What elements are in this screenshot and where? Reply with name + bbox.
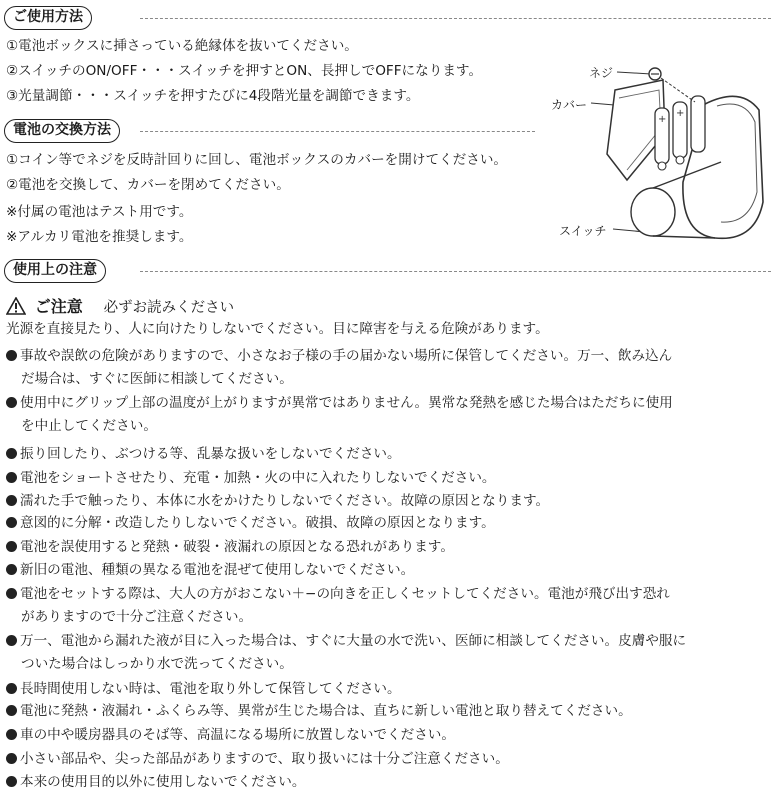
note-item <box>6 467 765 490</box>
note-text: 意図的に分解・改造したりしないでください。破損、故障の原因となります。 <box>20 515 495 531</box>
warning-icon <box>6 297 26 315</box>
note-item <box>6 392 765 438</box>
note-text: 使用中にグリップ上部の温度が上がりますが異常ではありません。異常な発熱を感じた場合はただちに使用 <box>20 395 673 411</box>
switch-label: スイッチ <box>559 224 607 238</box>
bullet-dot <box>6 705 17 716</box>
bullet-dot <box>6 683 17 694</box>
note-item <box>6 512 765 535</box>
section-divider <box>140 271 771 272</box>
section-notes-title: 使用上の注意 <box>4 259 106 283</box>
section-battery-title: 電池の交換方法 <box>4 119 120 143</box>
cover-label: カバー <box>551 98 588 112</box>
note-item <box>6 678 765 701</box>
note-item <box>6 700 765 723</box>
note-text: 新旧の電池、種類の異なる電池を混ぜて使用しないでください。 <box>20 562 415 578</box>
note-item <box>6 443 765 466</box>
note-item <box>6 724 765 747</box>
bullet-dot <box>6 729 17 740</box>
section-usage-title: ご使用方法 <box>4 6 92 30</box>
bullet-dot <box>6 495 17 506</box>
note-item <box>6 630 765 676</box>
battery-note: ※アルカリ電池を推奨します。 <box>6 229 193 245</box>
bullet-dot <box>6 472 17 483</box>
note-text: 電池をセットする際は、大人の方がおこない＋−の向きを正しくセットしてください。電池が飛び出す恐れ <box>20 586 670 602</box>
svg-text:+: + <box>658 114 667 125</box>
usage-step: ③光量調節・・・スイッチを押すたびに4段階光量を調節できます。 <box>6 88 420 104</box>
note-text: 電池をショートさせたり、充電・加熱・火の中に入れたりしないでください。 <box>20 470 496 486</box>
bullet-dot <box>6 776 17 787</box>
bullet-dot <box>6 517 17 528</box>
note-item <box>6 771 765 794</box>
note-text-continued: だ場合は、すぐに医師に相談してください。 <box>21 371 293 387</box>
usage-step: ②スイッチのON/OFF・・・スイッチを押すとON、長押しでOFFになります。 <box>6 63 483 79</box>
section-divider <box>140 18 771 19</box>
bullet-dot <box>6 350 17 361</box>
section-divider <box>140 131 535 132</box>
note-text-continued: ついた場合はしっかり水で洗ってください。 <box>21 656 293 672</box>
note-item <box>6 536 765 559</box>
bullet-dot <box>6 397 17 408</box>
screw-label: ネジ <box>589 66 614 80</box>
battery-note: ※付属の電池はテスト用です。 <box>6 204 193 220</box>
svg-text:+: + <box>676 108 685 119</box>
note-item <box>6 583 765 629</box>
battery-step: ①コイン等でネジを反時計回りに回し、電池ボックスのカバーを開けてください。 <box>6 152 508 168</box>
caution-intro: 光源を直接見たり、人に向けたりしないでください。目に障害を与える危険があります。 <box>6 321 549 337</box>
note-text: 万一、電池から漏れた液が目に入った場合は、すぐに大量の水で洗い、医師に相談してください。皮膚や服に <box>20 633 687 649</box>
caution-title: ご注意 <box>34 297 83 316</box>
caution-subtitle: 必ずお読みください <box>103 300 235 316</box>
caution-heading <box>6 294 234 317</box>
note-text: 長時間使用しない時は、電池を取り外して保管してください。 <box>20 681 401 697</box>
usage-step: ①電池ボックスに挿さっている絶縁体を抜いてください。 <box>6 38 358 54</box>
note-item <box>6 748 765 771</box>
bullet-dot <box>6 635 17 646</box>
note-text: 電池に発熱・液漏れ・ふくらみ等、異常が生じた場合は、直ちに新しい電池と取り替えてください。 <box>20 703 632 719</box>
bullet-dot <box>6 564 17 575</box>
note-text-continued: を中止してください。 <box>21 418 157 434</box>
battery-step: ②電池を交換して、カバーを閉めてください。 <box>6 177 290 193</box>
note-text: 車の中や暖房器具のそば等、高温になる場所に放置しないでください。 <box>20 727 455 743</box>
note-text: 本来の使用目的以外に使用しないでください。 <box>20 774 306 790</box>
note-text-continued: がありますので十分ご注意ください。 <box>21 609 253 625</box>
note-text: 電池を誤使用すると発熱・破裂・液漏れの原因となる恐れがあります。 <box>20 539 454 555</box>
bullet-dot <box>6 541 17 552</box>
note-text: 振り回したり、ぶつける等、乱暴な扱いをしないでください。 <box>20 446 401 462</box>
note-item <box>6 490 765 513</box>
note-text: 事故や誤飲の危険がありますので、小さなお子様の手の届かない場所に保管してください。万一、飲み込ん <box>20 348 673 364</box>
bullet-dot <box>6 753 17 764</box>
note-text: 濡れた手で触ったり、本体に水をかけたりしないでください。故障の原因となります。 <box>20 493 550 509</box>
bullet-dot <box>6 588 17 599</box>
bullet-dot <box>6 448 17 459</box>
flashlight-diagram <box>545 62 775 252</box>
note-text: 小さい部品や、尖った部品がありますので、取り扱いには十分ご注意ください。 <box>20 751 509 767</box>
note-item <box>6 345 765 391</box>
note-item <box>6 559 765 582</box>
